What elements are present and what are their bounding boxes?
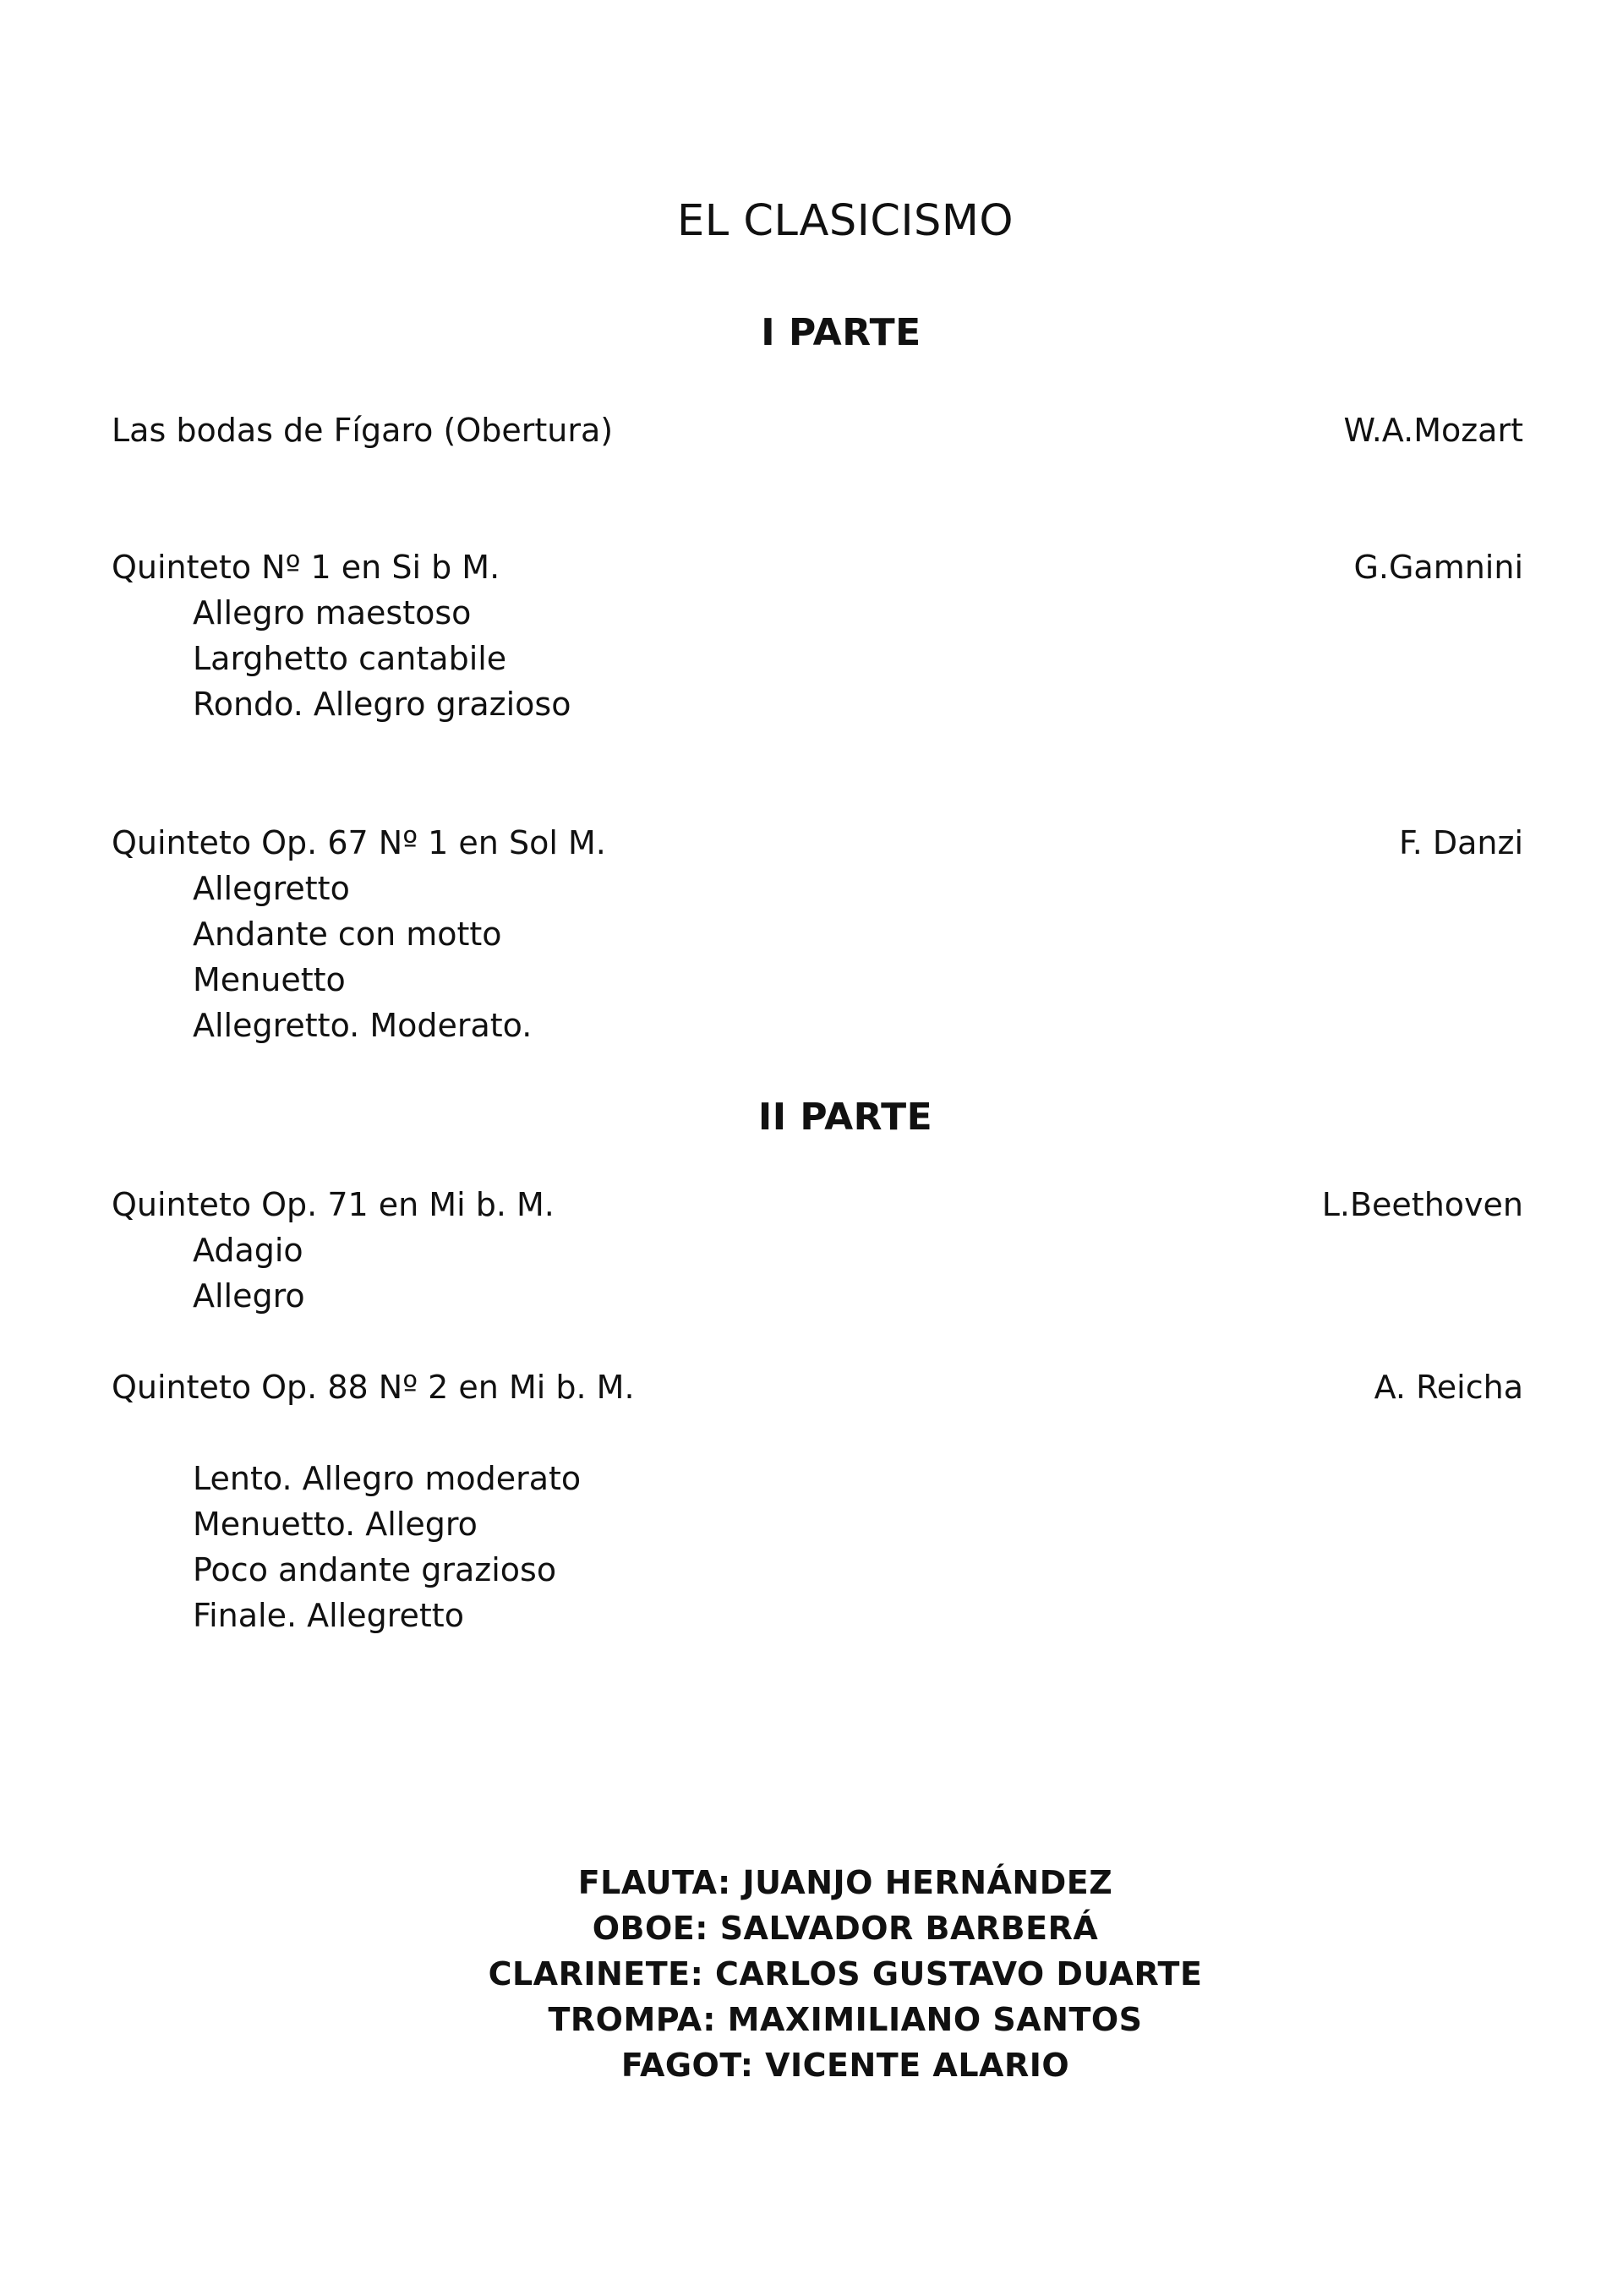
performer-credit: FAGOT: VICENTE ALARIO [620,2047,1070,2084]
movement-list [193,866,532,1048]
performer-credit: FLAUTA: JUANJO HERNÁNDEZ [577,1864,1113,1901]
work-title: Quinteto Op. 67 Nº 1 en Sol M. [112,824,606,861]
performer-credit: TROMPA: MAXIMILIANO SANTOS [548,2001,1143,2038]
movement-item: Allegretto [193,870,350,907]
movement-item: Allegro maestoso [193,594,472,631]
part-1-heading: I PARTE [761,311,921,354]
work-title: Quinteto Op. 88 Nº 2 en Mi b. M. [112,1369,635,1406]
movement-item: Poco andante grazioso [193,1551,557,1588]
movement-item: Andante con motto [193,916,502,953]
movement-item: Allegretto. Moderato. [193,1007,533,1044]
movement-list [193,1227,305,1319]
work-title: Las bodas de Fígaro (Obertura) [112,412,614,449]
composer-name: G.Gamnini [1353,549,1523,586]
movement-item: Adagio [193,1232,303,1269]
movement-item: Menuetto. Allegro [193,1506,478,1543]
movement-item: Finale. Allegretto [193,1597,464,1634]
performer-credit: OBOE: SALVADOR BARBERÁ [592,1910,1099,1947]
movement-item: Larghetto cantabile [193,640,507,677]
composer-name: L.Beethoven [1321,1186,1523,1223]
composer-name: A. Reicha [1374,1369,1523,1406]
movement-list [193,1456,581,1638]
movement-item: Rondo. Allegro grazioso [193,686,571,723]
movement-list [193,590,571,727]
movement-item: Menuetto [193,961,346,998]
work-title: Quinteto Op. 71 en Mi b. M. [112,1186,555,1223]
movement-item: Lento. Allegro moderato [193,1460,582,1497]
composer-name: F. Danzi [1398,824,1523,861]
movement-item: Allegro [193,1277,305,1315]
composer-name: W.A.Mozart [1343,412,1523,449]
work-title: Quinteto Nº 1 en Si b M. [112,549,500,586]
program-title: EL CLASICISMO [676,196,1014,246]
performer-credits [0,1860,1623,2088]
performer-credit: CLARINETE: CARLOS GUSTAVO DUARTE [488,1955,1203,1993]
part-2-heading: II PARTE [757,1096,933,1139]
